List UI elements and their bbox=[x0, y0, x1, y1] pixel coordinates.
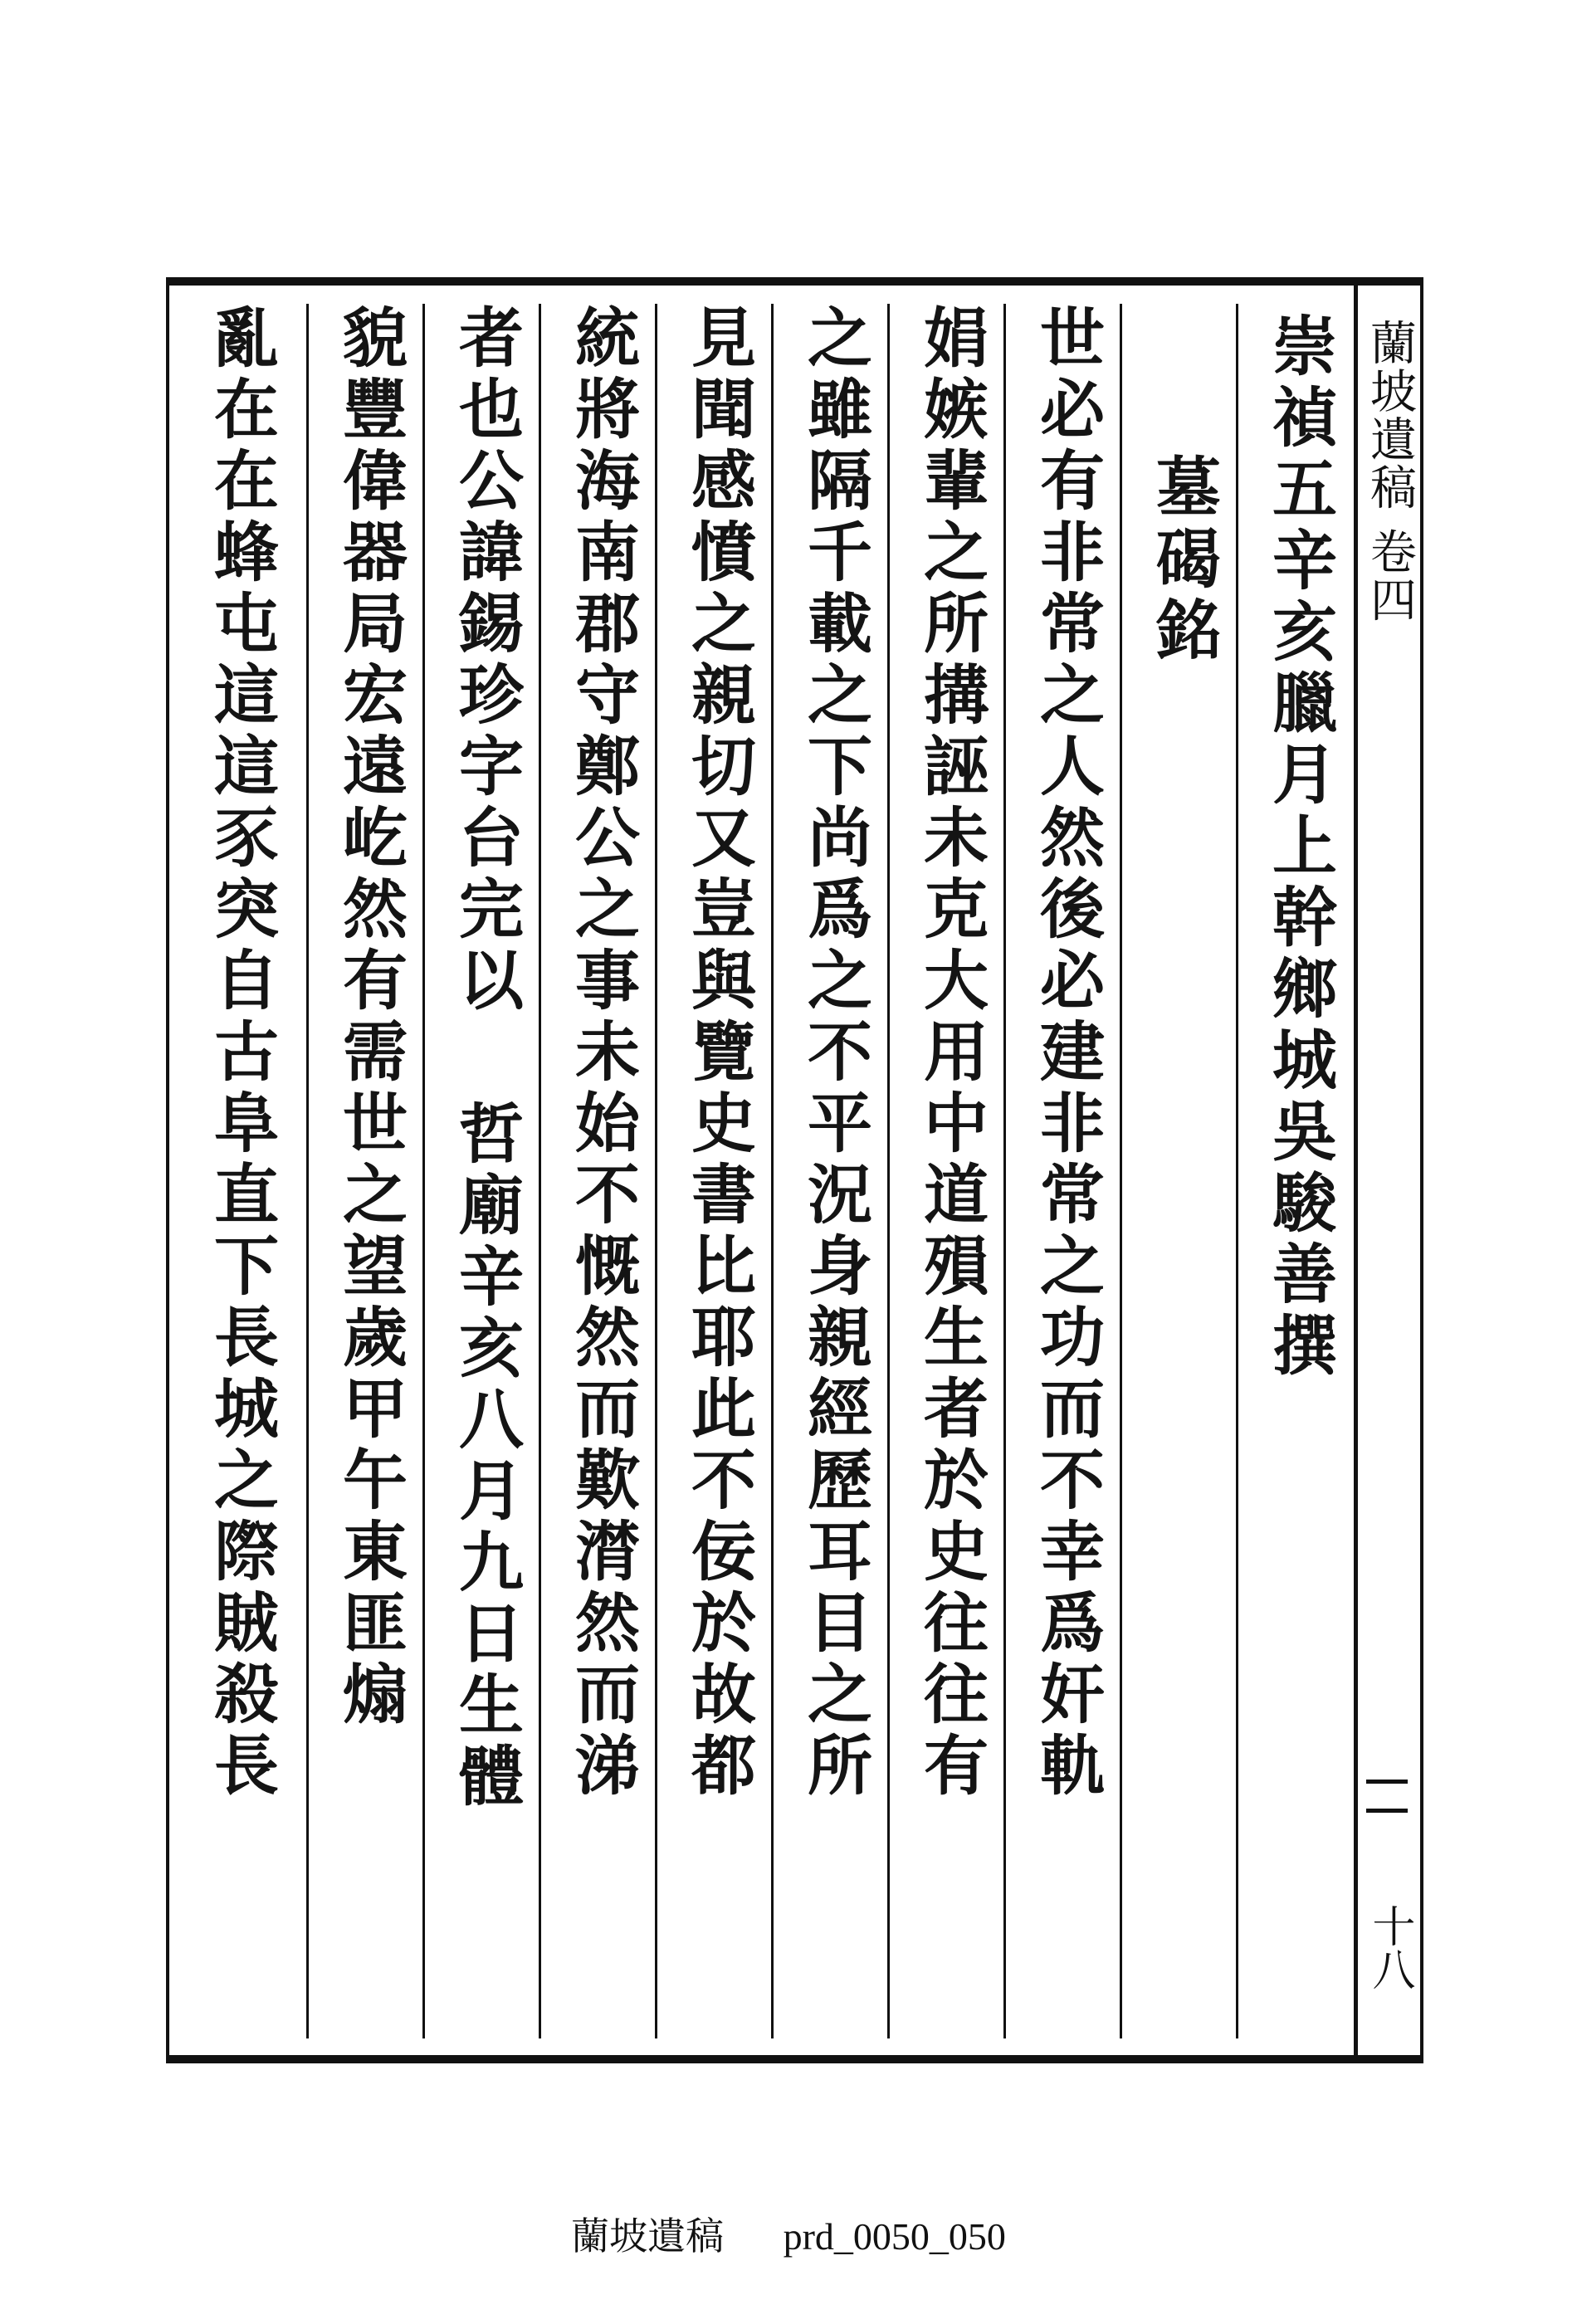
margin-leaf-number: 十八 bbox=[1365, 1904, 1414, 1990]
column-text: 亂在在蜂屯這這豕突自古阜直下長城之際賊殺長 bbox=[203, 304, 279, 1803]
fish-tail-mark bbox=[1366, 1780, 1408, 1813]
text-column-9 bbox=[306, 304, 429, 2038]
margin-title: 蘭坡遺稿 卷四 bbox=[1363, 319, 1417, 624]
column-text: 娟嫉輩之所搆誣未克大用中道殞生者於史往往有 bbox=[913, 304, 989, 1803]
text-column-2 bbox=[1120, 304, 1243, 2038]
footer-book-title: 蘭坡遺稿 bbox=[571, 2215, 725, 2258]
column-text: 崇禎五辛亥臘月上幹鄉城吳駿善撰 bbox=[1262, 312, 1337, 1383]
text-column-6 bbox=[655, 304, 778, 2038]
text-column-1 bbox=[1236, 304, 1359, 2038]
column-text: 統將海南郡守鄭公之事未始不慨然而歎潸然而涕 bbox=[564, 304, 640, 1803]
page-footer bbox=[0, 2206, 1577, 2261]
text-column-8 bbox=[422, 304, 545, 2038]
column-text: 墓碣銘 bbox=[1145, 453, 1221, 667]
column-text: 之雖隔千載之下尚爲之不平況身親經歷耳目之所 bbox=[797, 304, 872, 1803]
column-text: 世必有非常之人然後必建非常之功而不幸爲奸軌 bbox=[1029, 304, 1105, 1803]
footer-page-code: prd_0050_050 bbox=[783, 2215, 1006, 2258]
column-text: 見聞感憤之親切又豈與覽史書比耶此不佞於故都 bbox=[681, 304, 756, 1803]
frame-top-rule bbox=[166, 277, 1423, 282]
text-column-3 bbox=[1003, 304, 1126, 2038]
page-frame bbox=[166, 282, 1423, 2058]
page-margin bbox=[1354, 286, 1420, 2055]
text-column-4 bbox=[887, 304, 1010, 2038]
text-column-5 bbox=[771, 304, 894, 2038]
text-column-7 bbox=[539, 304, 662, 2038]
text-column-10 bbox=[178, 304, 300, 2038]
column-text: 者也公諱錫珍字台完以 哲廟辛亥八月九日生體 bbox=[448, 304, 524, 1814]
column-text: 貌豐偉器局宏遠屹然有需世之望歲甲午東匪煽 bbox=[332, 304, 408, 1731]
